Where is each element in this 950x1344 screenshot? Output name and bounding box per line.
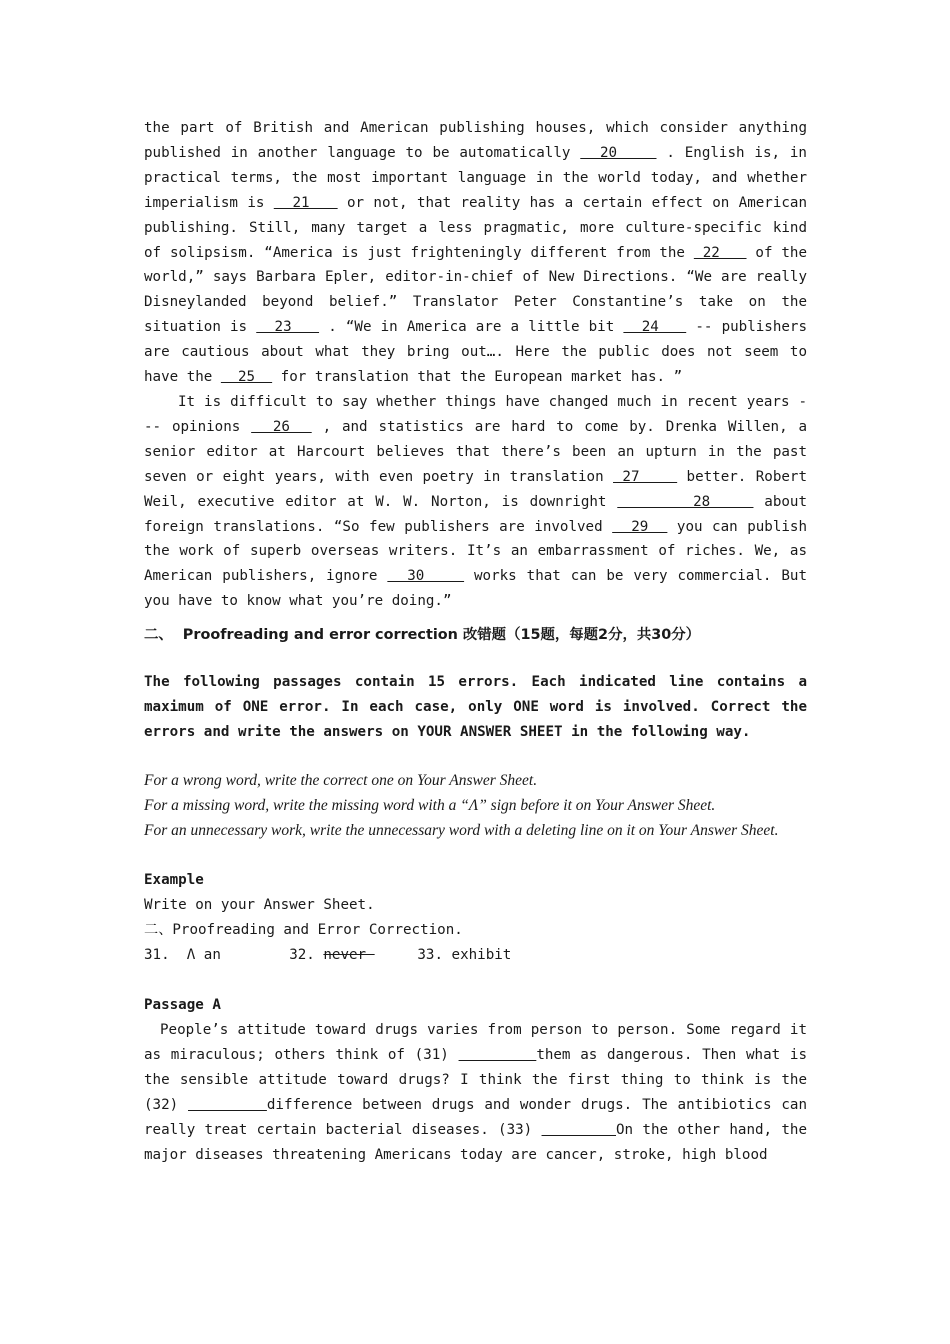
example-heading: Example	[144, 872, 204, 889]
paragraph-translation-1	[144, 116, 807, 390]
text-run: . English is, in practical terms, the most important language in the world today, and whether imperialism is	[144, 144, 807, 211]
paragraph-translation-2	[144, 390, 807, 614]
example-line-2: 二、Proofreading and Error Correction.	[144, 922, 463, 939]
text-run: difference between drugs and wonder drugs. The antibiotics can really treat certain bacterial diseases. (33)	[144, 1096, 807, 1138]
example-item-32-number: 32.	[289, 947, 315, 964]
text-run: -- publishers are cautious about what they bring out…. Here the public does not seem to have the	[144, 319, 807, 386]
answer-blank: 27	[613, 468, 678, 485]
text-run: or not, that reality has a certain effect on American publishing. Still, many target a less pragmatic, more culture-specific kind of solipsism. “America is just frighteningly different from the	[144, 194, 808, 261]
text-run: the part of British and American publishing houses, which consider anything published in another language to be automatically	[144, 120, 807, 161]
answer-blank: 29	[612, 518, 668, 535]
passage-a-heading: Passage A	[144, 997, 221, 1014]
text-run: about foreign translations. “So few publishers are involved	[144, 493, 808, 535]
rule-wrong-word: For a wrong word, write the correct one on Your Answer Sheet.	[144, 771, 538, 789]
example-item-32-word: never	[323, 947, 375, 964]
answer-blank: 28	[617, 493, 754, 510]
text-run: On the other hand, the major diseases threatening Americans today are cancer, stroke, high blood	[144, 1121, 808, 1163]
text-run: People’s attitude toward drugs varies from person to person. Some regard it as miraculous; others think of (31)	[144, 1022, 807, 1063]
text-run: better. Robert Weil, executive editor at W. W. Norton, is downright	[144, 468, 808, 510]
answer-blank: 30	[387, 568, 465, 585]
rule-missing-word: For a missing word, write the missing word with a “Λ” sign before it on Your Answer Sheet.	[144, 796, 716, 814]
rule-unnecessary-word: For an unnecessary work, write the unnecessary word with a deleting line on it on Your Answer Sheet.	[144, 821, 779, 839]
answer-blank	[542, 1122, 616, 1138]
text-run: for translation that the European market has. ”	[272, 369, 683, 386]
answer-blank: 23	[256, 319, 320, 336]
example-item-31: 31. Λ an	[144, 947, 221, 964]
text-run: you can publish the work of superb overseas writers. It’s an embarrassment of riches. We, as American publishers, ignore	[144, 518, 808, 585]
answer-blank	[459, 1047, 537, 1063]
answer-blank: 20	[580, 144, 657, 161]
example-line-1: Write on your Answer Sheet.	[144, 897, 375, 914]
example-item-33: 33. exhibit	[417, 947, 512, 964]
answer-blank: 21	[273, 194, 338, 211]
rules-list	[144, 769, 807, 844]
text-run: . “We in America are a little bit	[319, 319, 624, 336]
text-run: them as dangerous. Then what is the sensible attitude toward drugs? I think the first thing to think is the (32)	[144, 1046, 807, 1113]
answer-blank: 26	[251, 418, 312, 435]
answer-blank	[188, 1097, 267, 1113]
answer-blank: 24	[623, 319, 687, 336]
passage-a-text	[144, 1018, 807, 1167]
text-run: works that can be very commercial. But you have to know what you’re doing.”	[144, 568, 807, 610]
text-run: It is difficult to say whether things have changed much in recent years --- opinions	[144, 393, 807, 435]
text-run: , and statistics are hard to come by. Drenka Willen, a senior editor at Harcourt believes that there’s been an upturn in the past seven or eight years, with even poetry in translation	[144, 418, 808, 485]
example-answers	[144, 943, 807, 968]
answer-blank: 25	[220, 369, 273, 386]
instructions: The following passages contain 15 errors. Each indicated line contains a maximum of ONE error. In each case, only ONE word is involved. Correct the errors and write the answers on YOUR ANSWER SHEET in the following way.	[144, 674, 807, 740]
section-title: 二、 Proofreading and error correction 改错题（15题，每题2分，共30分）	[144, 627, 701, 644]
text-run: of the world,” says Barbara Epler, editor-in-chief of New Directions. “We are really Disneylanded beyond belief.” Translator Peter Constantine’s take on the situation is	[144, 244, 808, 336]
answer-blank: 22	[693, 244, 747, 261]
document-page	[144, 116, 807, 1167]
